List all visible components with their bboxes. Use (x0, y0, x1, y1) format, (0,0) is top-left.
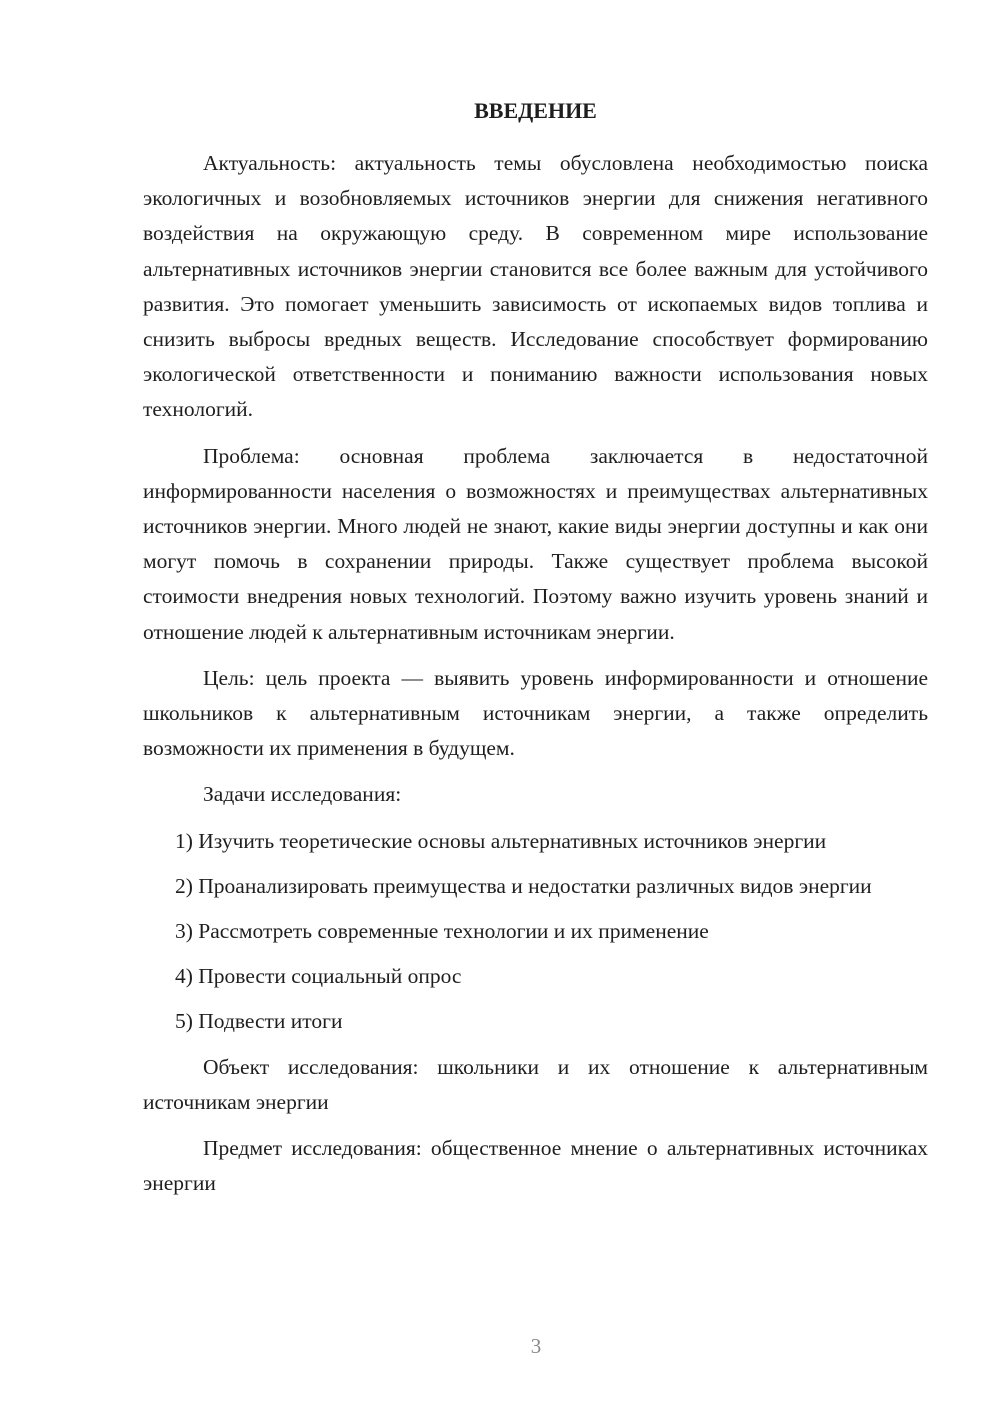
goal-paragraph: Цель: цель проекта — выявить уровень информированности и отношение школьников к альтернативным источникам энергии, а также определить возможности их применения в будущем. (143, 665, 928, 761)
task-item-2: 2) Проанализировать преимущества и недостатки различных видов энергии (175, 873, 872, 898)
task-item-1: 1) Изучить теоретические основы альтернативных источников энергии (175, 828, 827, 853)
problem-paragraph: Проблема: основная проблема заключается в недостаточной информированности населения о возможностях и преимуществах альтернативных источников энергии. Много людей не знают, какие виды энергии доступны и как они могут помочь в сохранении природы. Также существует проблема высокой стоимости внедрения новых технологий. Поэтому важно изучить уровень знаний и отношение людей к альтернативным источникам энергии. (143, 443, 928, 644)
tasks-heading: Задачи исследования: (203, 782, 402, 807)
task-item-4: 4) Провести социальный опрос (175, 964, 462, 989)
section-title: ВВЕДЕНИЕ (474, 98, 597, 123)
task-item-5: 5) Подвести итоги (175, 1009, 343, 1034)
page-number: 3 (530, 1334, 542, 1358)
document-page (143, 93, 928, 1201)
subject-paragraph: Предмет исследования: общественное мнение о альтернативных источниках энергии (143, 1136, 928, 1196)
relevance-paragraph: Актуальность: актуальность темы обусловлена необходимостью поиска экологичных и возобновляемых источников энергии для снижения негативного воздействия на окружающую среду. В современном мире использование альтернативных источников энергии становится все более важным для устойчивого развития. Это помогает уменьшить зависимость от ископаемых видов топлива и снизить выбросы вредных веществ. Исследование способствует формированию экологической ответственности и пониманию важности использования новых технологий. (143, 151, 928, 422)
task-item-3: 3) Рассмотреть современные технологии и их применение (175, 919, 709, 944)
object-paragraph: Объект исследования: школьники и их отношение к альтернативным источникам энергии (143, 1054, 928, 1114)
